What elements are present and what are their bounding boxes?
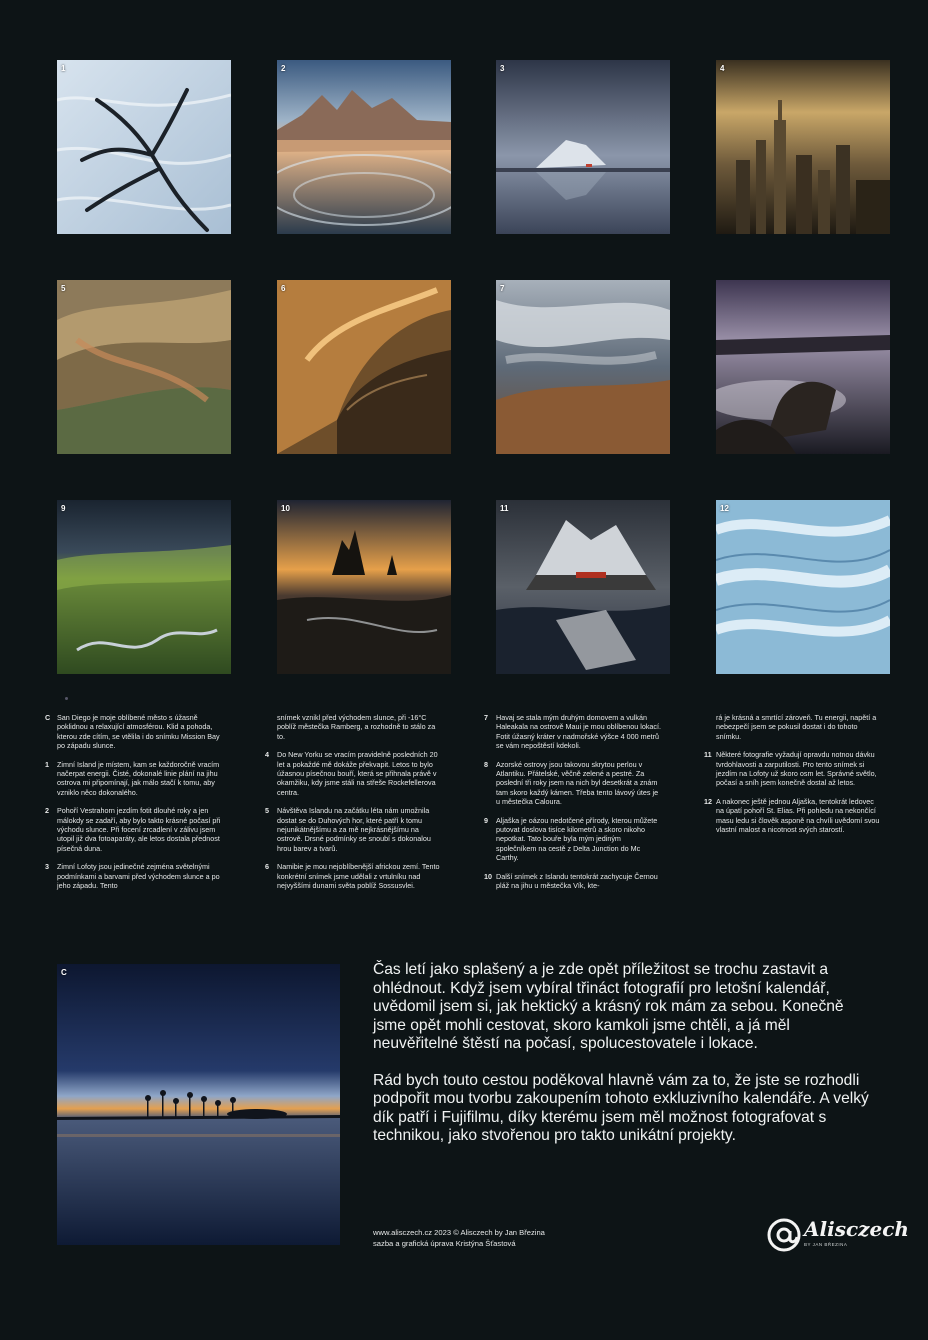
namibia-dunes-image	[277, 280, 451, 454]
caption-text: Návštěva Islandu na začátku léta nám umožnila dostat se do Duhových hor, které patří k tomu nejunikátnějšímu a za mě nejkrásnějšímu na ostrově. Drsné podmínky se snoubí s dokonalou hrou barev a tvarů.	[277, 806, 431, 853]
caption-entry	[45, 760, 223, 798]
logo-name: Alisczech	[804, 1217, 909, 1241]
photo-number: 12	[720, 504, 729, 513]
caption-entry	[45, 862, 223, 890]
caption-text: Aljaška je oázou nedotčené přírody, kterou můžete putovat doslova tisíce kilometrů a skoro nikoho nepotkat. Tato bouře byla mým jediným společníkem na cestě z Delta Junction do Mc Carthy.	[496, 815, 658, 863]
photo-2-vestrahorn[interactable]	[277, 60, 451, 234]
caption-label: 1	[45, 759, 49, 769]
caption-label: 11	[704, 750, 712, 760]
intro-paragraph-1: Čas letí jako splašený a je zde opět příležitost se trochu zastavit a ohlédnout. Když jsem vybíral třináct fotografií pro letošní kalendář, uvědomil jsem si, jak hektický a krásný rok mám za sebou. Konečně jsme opět mohli cestovat, skoro kamkoli jsme chtěli, a já měl neuvěřitelné štěstí na počasí, spolucestovatele i lokace.	[373, 961, 844, 1052]
caption-continuation: rá je krásná a smrtící zároveň. Tu energii, napětí a nebezpečí jsem se pokusil dostat i do tohoto snímku.	[716, 713, 877, 741]
caption-entry	[45, 806, 223, 853]
credit-line-2: sazba a grafická úprava Kristýna Šťastová	[373, 1238, 516, 1248]
caption-entry	[265, 862, 443, 890]
photo-6-namibia-dunes[interactable]	[277, 280, 451, 454]
photo-10-black-beach-vik[interactable]	[277, 500, 451, 674]
photo-number: 6	[281, 284, 286, 293]
photo-5-rainbow-mountains[interactable]	[57, 280, 231, 454]
logo-subtitle: BY JAN BŘEZINA	[804, 1242, 848, 1247]
photo-number: 10	[281, 504, 290, 513]
black-beach-image	[277, 500, 451, 674]
photo-number: 1	[61, 64, 66, 73]
caption-entry	[704, 797, 882, 835]
caption-entry	[484, 872, 662, 891]
new-york-image	[716, 60, 890, 234]
caption-text: Havaj se stala mým druhým domovem a vulkán Haleakala na ostrově Maui je mou oblíbenou lokací. Fotit úžasný kráter v nadmořské výšce 4 000 metrů se vám nepoštěstí kdekoli.	[496, 713, 662, 751]
glacier-image	[716, 500, 890, 674]
caption-label: 8	[484, 759, 488, 769]
photo-number: 11	[500, 504, 509, 513]
caption-text: Azorské ostrovy jsou takovou skrytou perlou v Atlantiku. Přátelské, věčně zelené a pestré. Za poslední tři roky jsem na nich byl desetkrát a znám tam skoro každý kámen. Třeba tento lávový útes je u městečka Caloura.	[496, 759, 659, 807]
caption-text: Do New Yorku se vracím pravidelně posledních 20 let a pokaždé mě dokáže překvapit. Letos to bylo úžasnou písečnou bouří, která se přihnala právě v okamžiku, kdy jsme stáli na střeše Rockefellerova centra.	[277, 750, 438, 797]
caption-entry	[484, 816, 662, 863]
credits	[373, 1228, 545, 1249]
caption-text: A nakonec ještě jednou Aljaška, tentokrát ledovec na úpatí pohoří St. Elias. Při pohledu na nekončící masu ledu si člověk asponě na chvíli uvědomí svou vlastní malost a nicotnost svých starostí.	[716, 796, 880, 835]
alisczech-logo[interactable]	[766, 1215, 909, 1255]
photo-4-new-york[interactable]	[716, 60, 890, 234]
caption-label: 10	[484, 871, 492, 881]
photo-11-lofoten-hamnoy[interactable]	[496, 500, 670, 674]
caption-continuation: snímek vznikl před východem slunce, při -16°C poblíž městečka Ramberg, a rozhodně to stálo za to.	[277, 713, 436, 741]
caption-text: Další snímek z Islandu tentokrát zachycuje Černou pláž na jihu u městečka Vík, kte-	[496, 871, 658, 891]
caption-column-4	[704, 713, 882, 843]
caption-column-3	[484, 713, 662, 900]
lofoten-hamnoy-image	[496, 500, 670, 674]
intro-paragraph-2: Rád bych touto cestou poděkoval hlavně vám za to, že jste se rozhodli podpořit mou tvorbu zakoupením tohoto exkluzivního kalendáře. A velký dík patří i Fujifilmu, díky kterému jsem měl možnost fotografovat s technikou, jako stvořenou pro takto unikátní projekty.	[373, 1071, 869, 1144]
photo-number: 9	[61, 504, 66, 513]
photo-number: C	[61, 968, 67, 977]
photo-1-snow-plain[interactable]	[57, 60, 231, 234]
caption-entry	[265, 806, 443, 853]
caption-label: C	[45, 713, 51, 722]
mission-bay-image	[57, 964, 340, 1245]
caption-text: Zimní Lofoty jsou jedinečné zejména světelnými podmínkami a barvami před východem slunce a po jeho západu. Tento	[57, 862, 220, 891]
caption-entry	[265, 750, 443, 797]
lofoten-winter-image	[496, 60, 670, 234]
photo-number: 5	[61, 284, 66, 293]
azores-cliff-image	[716, 280, 890, 454]
credit-line-1: www.alisczech.cz 2023 © Alisczech by Jan Březina	[373, 1228, 545, 1237]
caption-entry	[484, 713, 662, 751]
photo-number: 3	[500, 64, 505, 73]
caption-entry	[484, 760, 662, 807]
rainbow-mountains-image	[57, 280, 231, 454]
photo-12-glacier-st-elias[interactable]	[716, 500, 890, 674]
caption-text: Některé fotografie vyžadují opravdu notnou dávku tvrdohlavosti a zarputilosti. Pro tento snímek si jezdím na Lofoty už skoro osm let. Správné světlo, počasí a sníh jsem konečně dostal až letos.	[716, 750, 877, 788]
caption-text: Pohoří Vestrahorn jezdím fotit dlouhé roky a jen málokdy se zadaří, aby bylo takto krásné počasí při východu slunce. Při focení zrcadlení v zálivu jsem utopil již dva fotoaparáty, ale letos dostala přednost písečná duna.	[57, 806, 221, 853]
haleakala-image	[496, 280, 670, 454]
cover-photo-mission-bay[interactable]	[57, 964, 340, 1245]
caption-label: 12	[704, 796, 712, 806]
photo-9-alaska-storm[interactable]	[57, 500, 231, 674]
caption-label: 5	[265, 806, 269, 816]
photo-number: 7	[500, 284, 505, 293]
caption-entry	[45, 713, 223, 751]
photo-number: 4	[720, 64, 725, 73]
caption-label: 9	[484, 815, 488, 825]
logo-at-icon	[766, 1217, 802, 1253]
caption-column-2	[265, 713, 443, 900]
caption-entry	[704, 750, 882, 788]
divider-dot	[65, 697, 68, 700]
caption-text: Zimní Island je místem, kam se každoročně vracím načerpat energii. Čisté, dokonalé linie plání na jihu ostrova mi připomínají, jak málo stačí k tomu, aby vzniklo něco dokonalého.	[57, 759, 220, 797]
caption-text: Namibie je mou nejoblíbenější africkou zemí. Tento konkrétní snímek jsme udělali z vrtulníku nad nejvyššími dunami světa poblíž Sossusvlei.	[277, 862, 440, 891]
vestrahorn-image	[277, 60, 451, 234]
snow-plain-image	[57, 60, 231, 234]
intro-text	[373, 961, 873, 1164]
photo-3-lofoten-winter[interactable]	[496, 60, 670, 234]
alaska-storm-image	[57, 500, 231, 674]
photo-7-haleakala[interactable]	[496, 280, 670, 454]
caption-label: 4	[265, 750, 269, 760]
caption-text: San Diego je moje oblíbené město s úžasně poklidnou a relaxující atmosférou. Klid a pohoda, kterou zde cítím, se vtělila i do snímku Mission Bay po západu slunce.	[57, 713, 220, 751]
caption-label: 7	[484, 713, 488, 722]
caption-label: 3	[45, 862, 49, 872]
caption-label: 2	[45, 806, 49, 816]
caption-label: 6	[265, 862, 269, 872]
caption-column-1	[45, 713, 223, 900]
photo-number: 2	[281, 64, 286, 73]
photo-8-azores-cliff[interactable]	[716, 280, 890, 454]
